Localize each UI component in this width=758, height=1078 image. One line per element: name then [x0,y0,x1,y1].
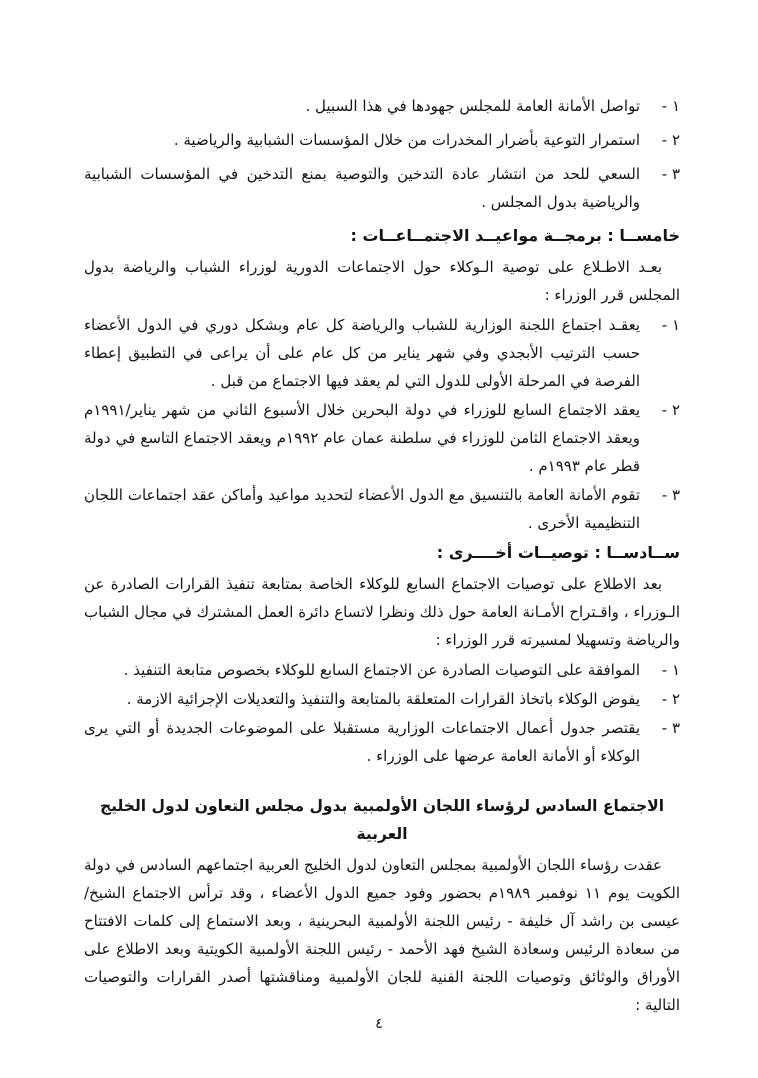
list-item [84,714,680,770]
heading-fifth-meeting-schedule: خامســا : برمجــة مواعيــد الاجتمــاعــات : [350,226,680,245]
list-item-text: تواصل الأمانة العامة للمجلس جهودها في هذا السبيل . [305,97,640,115]
list-item [84,126,680,154]
list-item [84,656,680,684]
list-item-number: ١ - [661,316,680,334]
list-item [84,311,680,395]
list-item [84,160,680,216]
list-item-number: ٢ - [661,690,680,708]
paragraph-fifth-intro: بعـد الاطـلاع على توصية الـوكلاء حول الاجتماعات الدورية لوزراء الشباب والرياضة بدول المجلس قرر الوزراء : [84,258,680,304]
list-item-text: تقوم الأمانة العامة بالتنسيق مع الدول الأعضاء لتحديد مواعيد وأماكن عقد اجتماعات اللجان التنظيمية الأخرى . [84,486,640,532]
list-item-number: ٢ - [661,401,680,419]
heading-sixth-other-recommendations: ســادســا : توصيــات أخــــرى : [436,543,680,562]
page-number: ٤ [375,1016,383,1032]
section-title-sixth-olympic-committees-meeting: الاجتماع السادس لرؤساء اللجان الأولمبية بدول مجلس التعاون لدول الخليج العربية [99,797,665,843]
list-section-four-recommendations [84,92,680,216]
document-content [84,92,680,1021]
list-item-number: ١ - [661,97,680,115]
list-item-text: يقتصر جدول أعمال الاجتماعات الوزارية مستقبلا على الموضوعات الجديدة أو التي يرى الوكلاء أو الأمانة العامة عرضها على الوزراء . [84,719,640,765]
list-item-number: ١ - [661,661,680,679]
list-item-text: السعي للحد من انتشار عادة التدخين والتوصية بمنع التدخين في المؤسسات الشبابية والرياضية بدول المجلس . [84,165,640,211]
list-item-text: يعقـد اجتماع اللجنة الوزارية للشباب والرياضة كل عام وبشكل دوري في الدول الأعضاء حسب الترتيب الأبجدي وفي شهر يناير من كل عام على أن يراعى في التطبيق إعطاء الفرصة في المرحلة الأولى للدول التي لم يعقد فيها الاجتماع من قبل . [84,316,640,390]
list-item-number: ٢ - [661,131,680,149]
list-section-six-decisions [84,656,680,770]
paragraph-olympic-meeting-intro: عقدت رؤساء اللجان الأولمبية بمجلس التعاون لدول الخليج العربية اجتماعهم السادس في دولة الكويت يوم ١١ نوفمبر ١٩٨٩م بحضور وفود جميع الدول الأعضاء ، وقد ترأس الاجتماع الشيخ/ عيسى بن راشد آل خليفة - رئيس اللجنة الأولمبية البحرينية ، وبعد الاستماع إلى كلمات الافتتاح من سعادة الرئيس وسعادة الشيخ فهد الأحمد - رئيس اللجنة الأولمبية الكويتية وبعد الاطلاع على الأوراق والوثائق وتوصيات اللجنة الفنية للجان الأولمبية ومناقشتها أصدر القرارات والتوصيات التالية : [84,856,681,1014]
list-item-text: يعقد الاجتماع السابع للوزراء في دولة البحرين خلال الأسبوع الثاني من شهر يناير/١٩٩١م ويعقد الاجتماع الثامن للوزراء في سلطنة عمان عام ١٩٩٢م ويعقد الاجتماع التاسع في دولة قطر عام ١٩٩٣م . [84,401,640,475]
list-item [84,481,680,537]
list-item-text: يفوض الوكلاء باتخاذ القرارات المتعلقة بالمتابعة والتنفيذ والتعديلات الإجرائية الازمة . [126,690,640,708]
list-item [84,396,680,480]
list-item [84,685,680,713]
list-item-text: استمرار التوعية بأضرار المخدرات من خلال المؤسسات الشبابية والرياضية . [173,131,640,149]
list-item-number: ٣ - [661,719,680,737]
list-item-number: ٣ - [661,486,680,504]
list-section-five-decisions [84,311,680,537]
list-item-number: ٣ - [661,165,680,183]
list-item [84,92,680,120]
list-item-text: الموافقة على التوصيات الصادرة عن الاجتماع السابع للوكلاء بخصوص متابعة التنفيذ . [123,661,640,679]
paragraph-sixth-intro: بعد الاطلاع على توصيات الاجتماع السابع للوكلاء الخاصة بمتابعة تنفيذ القرارات الصادرة عن الـوزراء ، واقـتراح الأمـانة العامة حول ذلك ونظرا لاتساع دائرة العمل المشترك في مجال الشباب والرياضة وتسهيلا لمسيرته قرر الوزراء : [84,575,680,649]
